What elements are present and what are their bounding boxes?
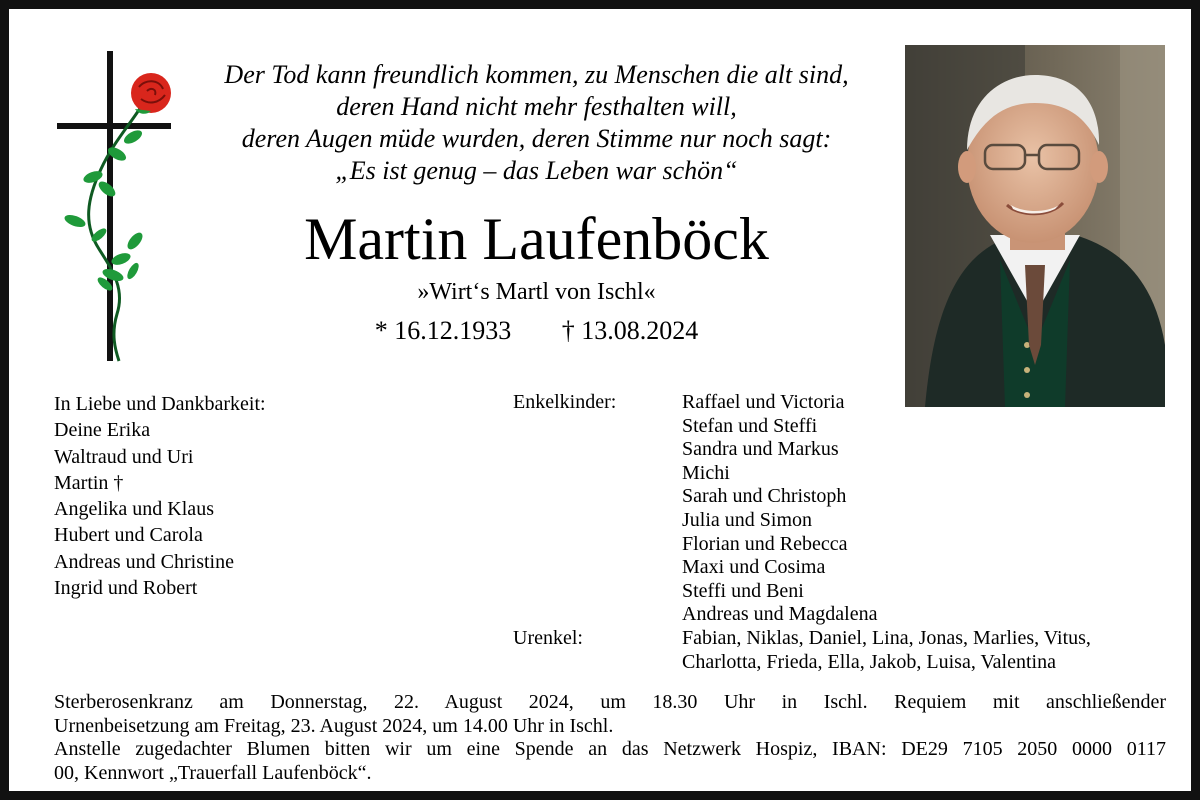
grandchild-entry: Stefan und Steffi (682, 414, 818, 437)
grandchild-entry: Michi (682, 461, 730, 484)
family-member: Martin † (54, 471, 124, 494)
great-grandchild-line: Charlotta, Frieda, Ella, Jakob, Luisa, Valentina (682, 650, 1056, 673)
life-dates (184, 315, 889, 347)
great-grandchild-line: Fabian, Niklas, Daniel, Lina, Jonas, Marlies, Vitus, (682, 626, 1091, 649)
grandchild-entry: Florian und Rebecca (682, 532, 848, 555)
great-grandchildren-names (682, 627, 1091, 674)
grandchildren-label: Enkelkinder: (513, 391, 617, 413)
grandchild-entry: Maxi und Cosima (682, 556, 826, 579)
donation-line: Anstelle zugedachter Blumen bitten wir um eine Spende an das Netzwerk Hospiz, IBAN: DE29 7105 2050 0000 0117 (54, 738, 1166, 760)
quote-line: „Es ist genug – das Leben war schön“ (335, 156, 738, 185)
descendants-list (513, 391, 1173, 674)
grandchildren-names (682, 391, 878, 627)
cross-rose-icon (55, 49, 175, 364)
grandchild-entry: Raffael und Victoria (682, 391, 845, 413)
birth-date: * 16.12.1933 (374, 316, 512, 345)
family-member: Ingrid und Robert (54, 577, 198, 600)
death-date: † 13.08.2024 (561, 316, 699, 345)
grandchild-entry: Sarah und Christoph (682, 485, 847, 508)
family-member: Waltraud und Uri (54, 445, 194, 468)
grandchild-entry: Sandra und Markus (682, 438, 839, 461)
family-member: Hubert und Carola (54, 524, 203, 547)
family-list (54, 391, 494, 601)
grandchild-entry: Julia und Simon (682, 508, 813, 531)
great-grandchildren-label: Urenkel: (513, 626, 583, 649)
deceased-name: Martin Laufenböck (304, 206, 769, 272)
quote-line: deren Augen müde wurden, deren Stimme nur noch sagt: (241, 124, 832, 153)
grandchild-entry: Steffi und Beni (682, 579, 804, 602)
family-member: Angelika und Klaus (54, 498, 214, 521)
service-line: Sterberosenkranz am Donnerstag, 22. August 2024, um 18.30 Uhr in Ischl. Requiem mit anschließender (54, 691, 1166, 713)
great-grandchildren-row (513, 627, 1173, 674)
deceased-nickname: »Wirt‘s Martl von Ischl« (417, 279, 656, 305)
memorial-quote (184, 59, 889, 187)
service-line: Urnenbeisetzung am Freitag, 23. August 2024, um 14.00 Uhr in Ischl. (54, 714, 614, 737)
quote-line: Der Tod kann freundlich kommen, zu Menschen die alt sind, (224, 60, 849, 89)
portrait-photo (905, 45, 1165, 407)
grandchild-entry: Andreas und Magdalena (682, 603, 878, 626)
family-member: Andreas und Christine (54, 550, 234, 573)
grandchildren-row (513, 391, 1173, 627)
quote-line: deren Hand nicht mehr festhalten will, (336, 92, 737, 121)
donation-line: 00, Kennwort „Trauerfall Laufenböck“. (54, 761, 372, 784)
family-heading: In Liebe und Dankbarkeit: (54, 393, 266, 415)
service-notice (54, 691, 1166, 785)
family-member: Deine Erika (54, 419, 151, 442)
